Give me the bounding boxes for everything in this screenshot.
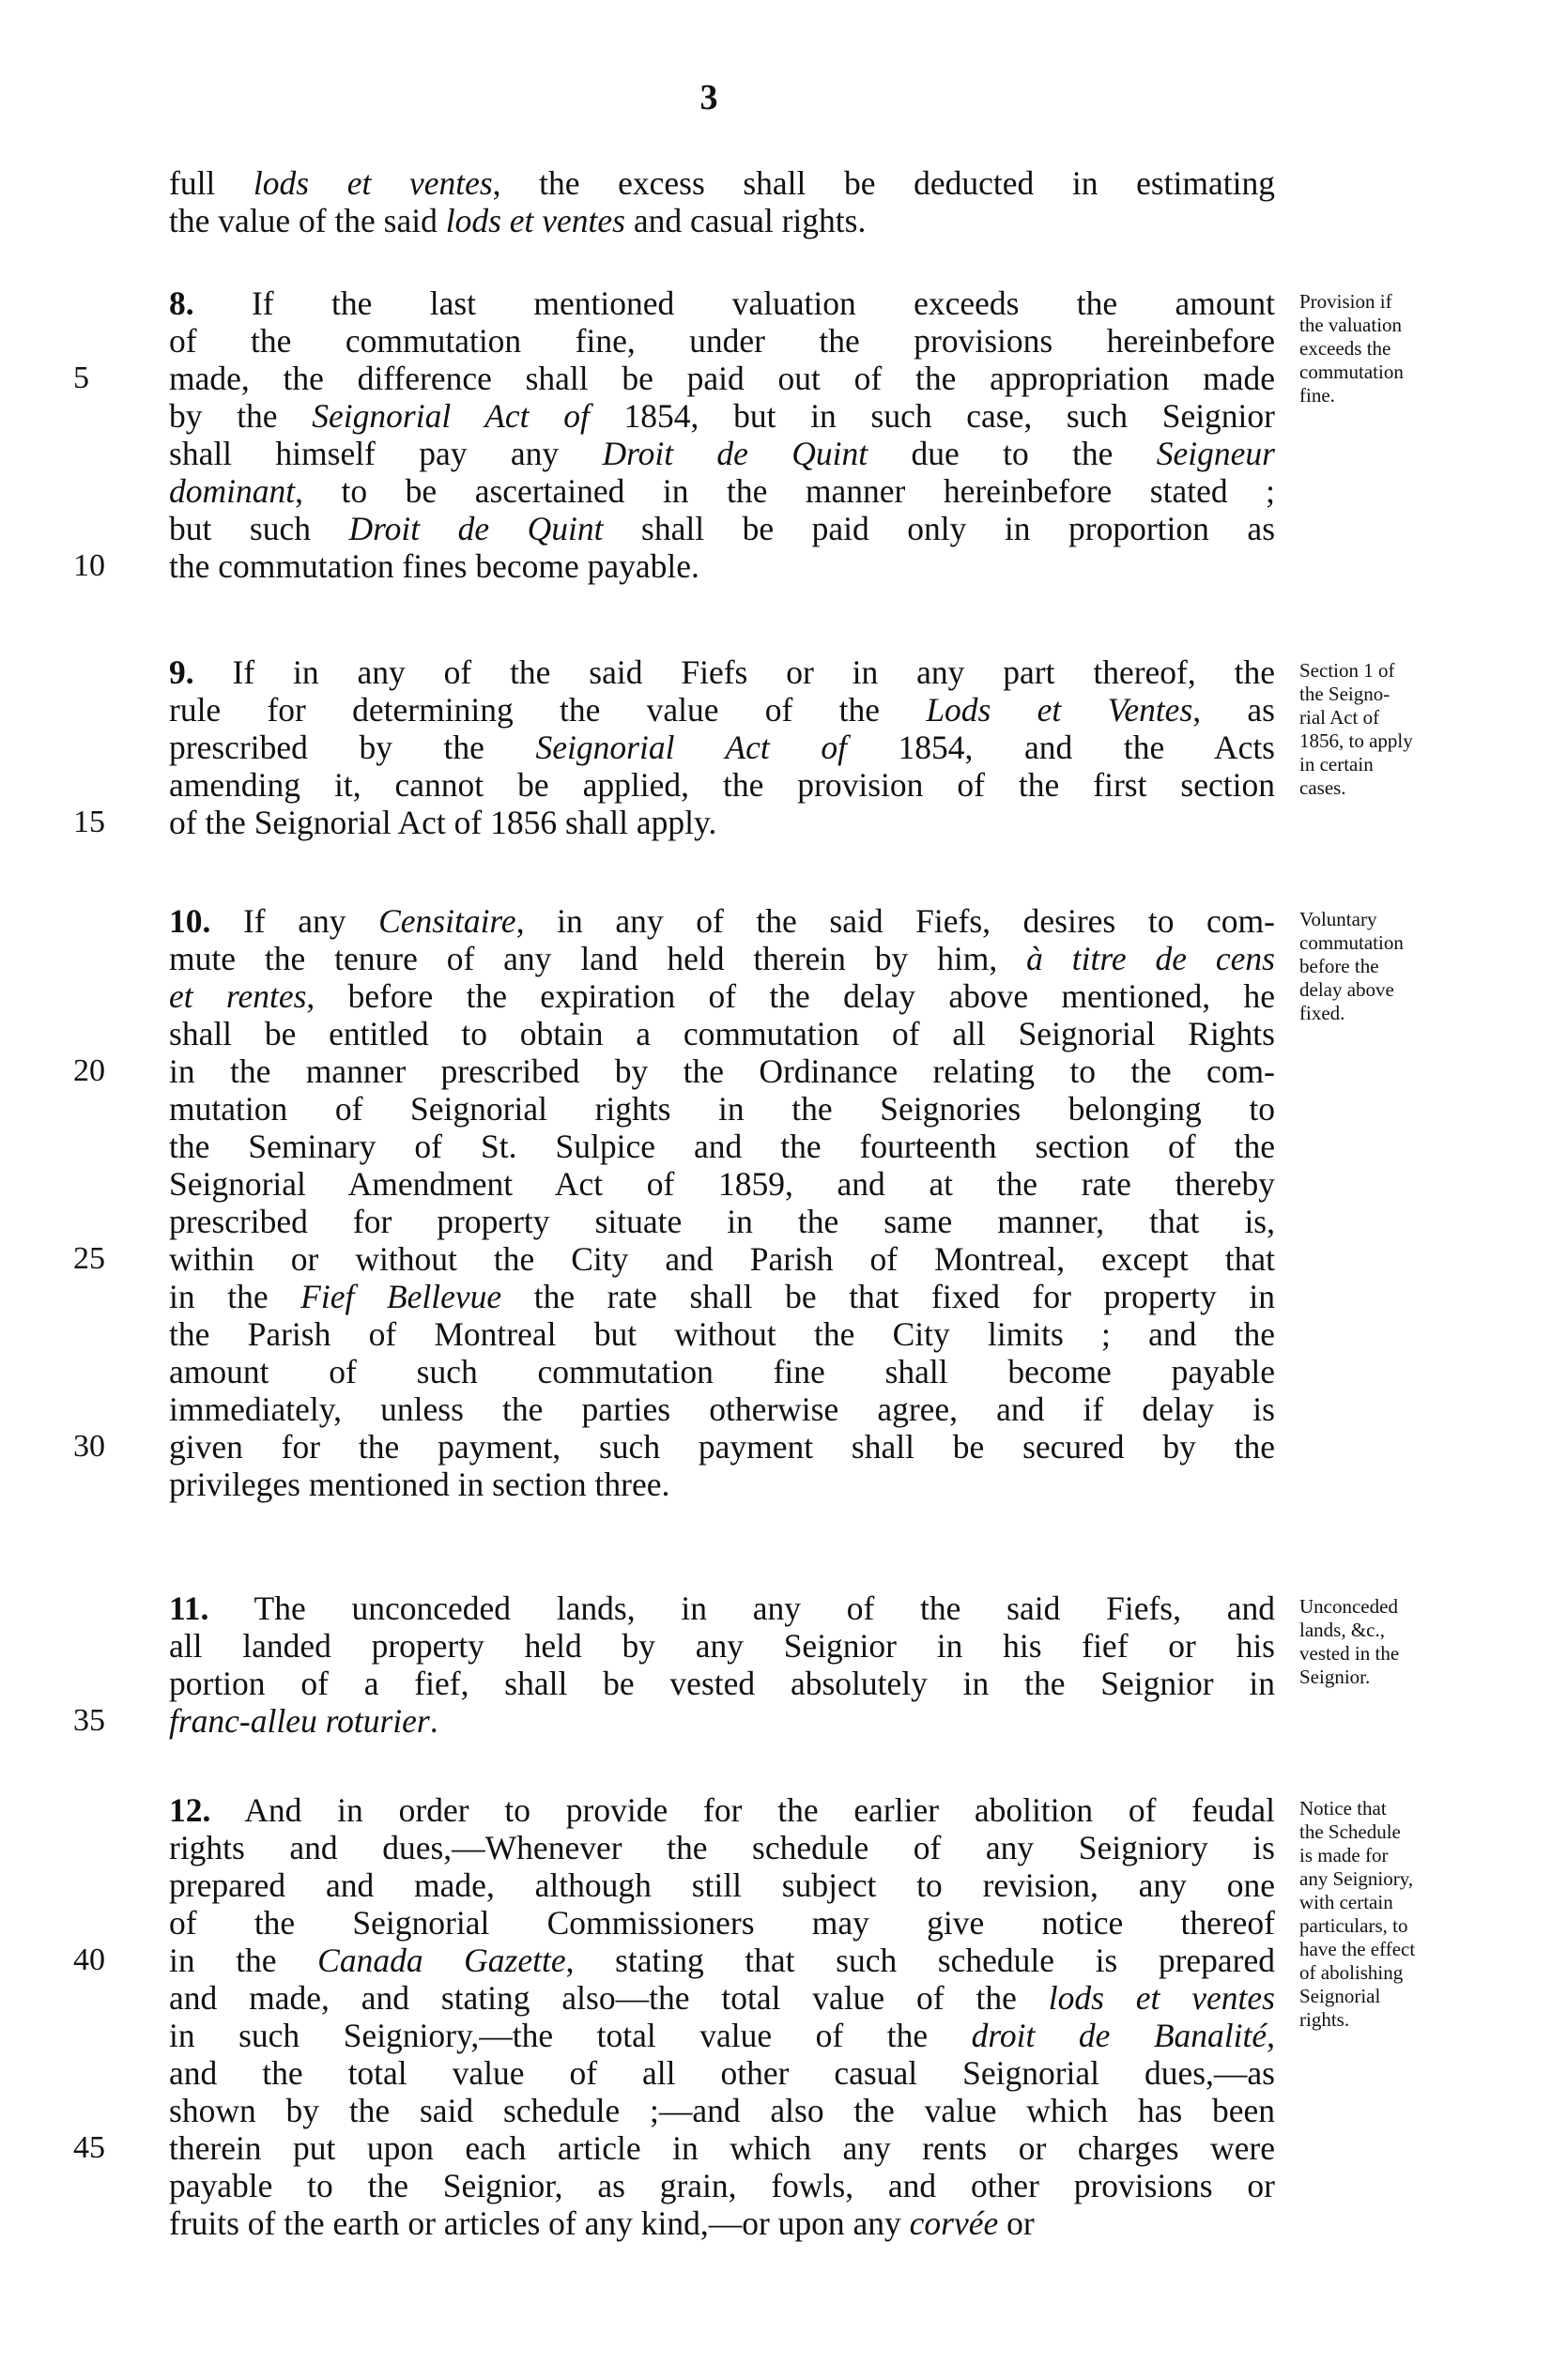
text-line: 8. If the last mentioned valuation exceeds the amount [169, 284, 1275, 322]
line-number: 25 [73, 1241, 105, 1276]
text-line: of the Seignorial Commissioners may give notice thereof [169, 1904, 1275, 1942]
text-line: the commutation fines become payable. [169, 547, 699, 585]
margin-note [1299, 659, 1553, 800]
text-line: privileges mentioned in section three. [169, 1466, 670, 1503]
margin-note-line: before the [1299, 955, 1379, 977]
text-line: 10. If any Censitaire, in any of the said Fiefs, desires to com- [169, 902, 1275, 940]
text-line: payable to the Seignior, as grain, fowls, and other provisions or [169, 2167, 1275, 2204]
margin-note-line: cases. [1299, 776, 1346, 799]
text-line: fruits of the earth or articles of any kind,—or upon any corvée or [169, 2204, 1035, 2242]
page-number: 3 [699, 78, 718, 117]
margin-note-line: commutation [1299, 931, 1404, 954]
margin-note-line: rial Act of [1299, 706, 1380, 729]
text-line: in such Seigniory,—the total value of the droit de Banalité, [169, 2017, 1275, 2054]
margin-note-line: is made for [1299, 1844, 1389, 1866]
text-line: of the commutation fine, under the provisions hereinbefore [169, 322, 1275, 360]
margin-note-line: Section 1 of [1299, 659, 1395, 682]
margin-note-line: fine. [1299, 384, 1335, 407]
margin-note [1299, 908, 1553, 1025]
margin-note [1299, 1797, 1553, 2032]
text-line: Seignorial Amendment Act of 1859, and at the rate thereby [169, 1165, 1275, 1203]
text-line: all landed property held by any Seignior in his fief or his [169, 1627, 1275, 1665]
line-number: 35 [73, 1703, 105, 1738]
margin-note-line: with certain [1299, 1891, 1393, 1913]
text-line: full lods et ventes, the excess shall be deducted in estimating [169, 164, 1275, 202]
text-line: prescribed for property situate in the same manner, that is, [169, 1203, 1275, 1240]
section-12-paragraph [0, 1791, 1567, 2242]
line-number: 10 [73, 548, 105, 583]
text-line: 9. If in any of the said Fiefs or in any part thereof, the [169, 653, 1275, 691]
line-number: 30 [73, 1429, 105, 1464]
margin-note-line: particulars, to [1299, 1914, 1408, 1937]
margin-note-line: commutation [1299, 361, 1404, 383]
text-line: shown by the said schedule ;—and also the value which has been [169, 2092, 1275, 2129]
text-line: and the total value of all other casual Seignorial dues,—as [169, 2054, 1275, 2092]
text-line: shall be entitled to obtain a commutation of all Seignorial Rights [169, 1015, 1275, 1052]
text-line: prescribed by the Seignorial Act of 1854, and the Acts [169, 729, 1275, 766]
margin-note-line: the Schedule [1299, 1820, 1401, 1843]
line-number: 15 [73, 805, 105, 839]
text-line: rights and dues,—Whenever the schedule of any Seigniory is [169, 1829, 1275, 1866]
text-line: immediately, unless the parties otherwise agree, and if delay is [169, 1390, 1275, 1428]
margin-note-line: Voluntary [1299, 908, 1377, 930]
text-line: mutation of Seignorial rights in the Seignories belonging to [169, 1090, 1275, 1128]
text-line: of the Seignorial Act of 1856 shall apply. [169, 804, 717, 841]
text-line: et rentes, before the expiration of the delay above mentioned, he [169, 977, 1275, 1015]
margin-note-line: Seignorial [1299, 1985, 1381, 2007]
text-line: therein put upon each article in which any rents or charges were [169, 2129, 1275, 2167]
section-8-paragraph [0, 284, 1567, 585]
text-line: mute the tenure of any land held therein by him, à titre de cens [169, 940, 1275, 977]
margin-note-line: Notice that [1299, 1797, 1387, 1820]
line-number: 20 [73, 1053, 105, 1088]
section-11-paragraph [0, 1589, 1567, 1740]
section-9-paragraph [0, 653, 1567, 841]
text-line: franc-alleu roturier. [169, 1702, 438, 1740]
text-line: dominant, to be ascertained in the manner hereinbefore stated ; [169, 472, 1275, 510]
text-line: but such Droit de Quint shall be paid only in proportion as [169, 510, 1276, 547]
text-line: by the Seignorial Act of 1854, but in such case, such Seignior [169, 397, 1275, 435]
margin-note-line: the Seigno- [1299, 683, 1390, 705]
section-10-paragraph [0, 902, 1567, 1503]
margin-note-line: 1856, to apply [1299, 729, 1413, 752]
text-line: amending it, cannot be applied, the provision of the first section [169, 766, 1275, 804]
text-line: within or without the City and Parish of Montreal, except that [169, 1240, 1275, 1278]
text-line: the Parish of Montreal but without the City limits ; and the [169, 1315, 1275, 1353]
text-line: 11. The unconceded lands, in any of the said Fiefs, and [169, 1589, 1275, 1627]
margin-note-line: of abolishing [1299, 1961, 1404, 1984]
text-line: given for the payment, such payment shall be secured by the [169, 1428, 1275, 1466]
text-line: made, the difference shall be paid out of the appropriation made [169, 360, 1275, 397]
margin-note-line: exceeds the [1299, 337, 1391, 360]
text-line: the Seminary of St. Sulpice and the fourteenth section of the [169, 1128, 1275, 1165]
margin-note-line: vested in the [1299, 1642, 1400, 1665]
text-line: portion of a fief, shall be vested absolutely in the Seignior in [169, 1665, 1275, 1702]
margin-note-line: the valuation [1299, 314, 1403, 336]
text-line: 12. And in order to provide for the earlier abolition of feudal [169, 1791, 1275, 1829]
text-line: prepared and made, although still subject to revision, any one [169, 1866, 1275, 1904]
margin-note-line: in certain [1299, 753, 1374, 775]
text-line: and made, and stating also—the total value of the lods et ventes [169, 1979, 1275, 2017]
margin-note-line: lands, &c., [1299, 1619, 1385, 1641]
text-line: in the manner prescribed by the Ordinance relating to the com- [169, 1052, 1275, 1090]
margin-note-line: Unconceded [1299, 1595, 1398, 1618]
margin-note [1299, 290, 1553, 407]
line-number: 45 [73, 2130, 105, 2165]
line-number: 5 [73, 361, 89, 395]
text-line: the value of the said lods et ventes and casual rights. [169, 202, 867, 239]
margin-note [1299, 1595, 1553, 1689]
line-number: 40 [73, 1942, 105, 1977]
margin-note-line: have the effect [1299, 1938, 1416, 1960]
margin-note-line: delay above [1299, 978, 1394, 1001]
text-line: in the Fief Bellevue the rate shall be that fixed for property in [169, 1278, 1275, 1315]
margin-note-line: fixed. [1299, 1002, 1345, 1024]
text-line: rule for determining the value of the Lods et Ventes, as [169, 691, 1275, 729]
text-line: in the Canada Gazette, stating that such schedule is prepared [169, 1942, 1275, 1979]
continuation-paragraph [0, 164, 1567, 239]
margin-note-line: rights. [1299, 2008, 1350, 2031]
text-line: shall himself pay any Droit de Quint due to the Seigneur [169, 435, 1275, 472]
margin-note-line: any Seigniory, [1299, 1867, 1414, 1890]
text-line: amount of such commutation fine shall become payable [169, 1353, 1275, 1390]
margin-note-line: Seignior. [1299, 1666, 1371, 1688]
margin-note-line: Provision if [1299, 290, 1392, 313]
